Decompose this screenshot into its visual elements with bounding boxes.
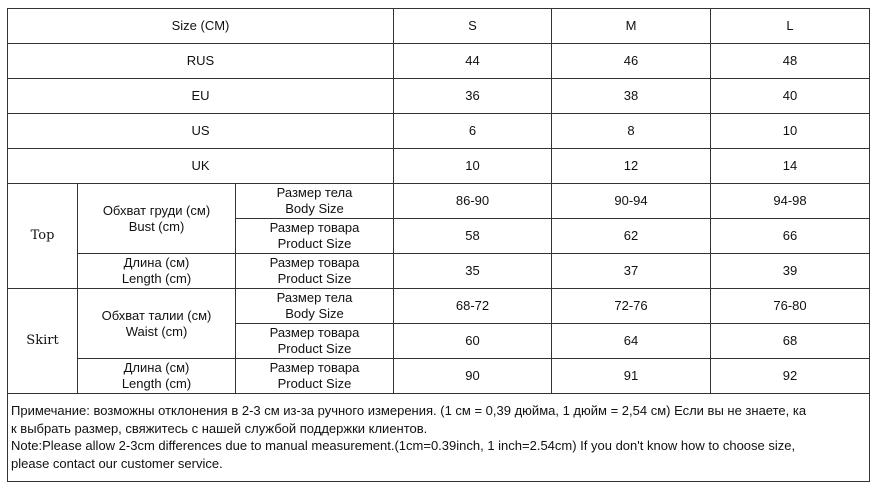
- skirt-length-l: 92: [711, 359, 870, 394]
- eu-row: [8, 79, 870, 114]
- size-chart: [7, 8, 870, 482]
- top-bust-body-s: 86-90: [394, 184, 552, 219]
- skirt-length-m: 91: [552, 359, 711, 394]
- eu-l: 40: [711, 79, 870, 114]
- skirt-length-product-label: [236, 359, 394, 394]
- skirt-waist-body-label: [236, 289, 394, 324]
- skirt-length-product-label-en: Product Size: [277, 376, 352, 391]
- size-header-label: Size (CM): [8, 9, 394, 44]
- top-bust-product-s: 58: [394, 219, 552, 254]
- size-table: [7, 8, 870, 482]
- top-length-s: 35: [394, 254, 552, 289]
- top-bust-body-label-ru: Размер тела: [276, 185, 353, 200]
- top-bust-product-m: 62: [552, 219, 711, 254]
- uk-row: [8, 149, 870, 184]
- us-m: 8: [552, 114, 711, 149]
- top-bust-label: [78, 184, 236, 254]
- top-bust-body-label: [236, 184, 394, 219]
- top-length-label-en: Length (cm): [121, 271, 192, 286]
- skirt-waist-label: [78, 289, 236, 359]
- top-bust-product-label: [236, 219, 394, 254]
- skirt-waist-product-l: 68: [711, 324, 870, 359]
- rus-s: 44: [394, 44, 552, 79]
- skirt-waist-product-m: 64: [552, 324, 711, 359]
- note-ru-line1: Примечание: возможны отклонения в 2-3 см из-за ручного измерения. (1 см = 0,39 дюйма, 1 дюйм = 2,54 см) Если вы не знаете, ка: [11, 403, 807, 418]
- skirt-length-label-ru: Длина (см): [123, 360, 190, 375]
- skirt-length-row: [8, 359, 870, 394]
- top-length-label-ru: Длина (см): [123, 255, 190, 270]
- rus-label: RUS: [8, 44, 394, 79]
- top-bust-product-l: 66: [711, 219, 870, 254]
- rus-row: [8, 44, 870, 79]
- us-l: 10: [711, 114, 870, 149]
- us-s: 6: [394, 114, 552, 149]
- top-bust-product-label-en: Product Size: [277, 236, 352, 251]
- skirt-waist-body-s: 68-72: [394, 289, 552, 324]
- size-l-header: L: [711, 9, 870, 44]
- uk-l: 14: [711, 149, 870, 184]
- skirt-length-s: 90: [394, 359, 552, 394]
- skirt-length-product-label-ru: Размер товара: [269, 360, 360, 375]
- skirt-waist-product-label-en: Product Size: [277, 341, 352, 356]
- skirt-waist-body-m: 72-76: [552, 289, 711, 324]
- top-bust-body-l: 94-98: [711, 184, 870, 219]
- top-bust-body-m: 90-94: [552, 184, 711, 219]
- top-bust-body-row: [8, 184, 870, 219]
- top-length-l: 39: [711, 254, 870, 289]
- eu-s: 36: [394, 79, 552, 114]
- note-en-line2: please contact our customer service.: [11, 455, 223, 471]
- top-length-row: [8, 254, 870, 289]
- top-section-label: Top: [8, 184, 78, 289]
- top-length-m: 37: [552, 254, 711, 289]
- us-row: [8, 114, 870, 149]
- skirt-section-label: Skirt: [8, 289, 78, 394]
- skirt-waist-body-label-ru: Размер тела: [276, 290, 353, 305]
- skirt-waist-body-label-en: Body Size: [285, 306, 344, 321]
- top-bust-label-en: Bust (cm): [128, 218, 185, 234]
- eu-label: EU: [8, 79, 394, 114]
- uk-label: UK: [8, 149, 394, 184]
- top-bust-body-label-en: Body Size: [285, 201, 344, 216]
- uk-s: 10: [394, 149, 552, 184]
- size-s-header: S: [394, 9, 552, 44]
- skirt-waist-body-row: [8, 289, 870, 324]
- skirt-waist-product-label: [236, 324, 394, 359]
- skirt-waist-label-ru: Обхват талии (см): [101, 307, 212, 323]
- note-row: [8, 394, 870, 482]
- skirt-waist-product-s: 60: [394, 324, 552, 359]
- top-length-product-label-ru: Размер товара: [269, 255, 360, 270]
- rus-l: 48: [711, 44, 870, 79]
- top-length-product-label-en: Product Size: [277, 271, 352, 286]
- top-length-product-label: [236, 254, 394, 289]
- header-row: [8, 9, 870, 44]
- measurement-note: [8, 394, 870, 482]
- eu-m: 38: [552, 79, 711, 114]
- top-bust-product-label-ru: Размер товара: [269, 220, 360, 235]
- uk-m: 12: [552, 149, 711, 184]
- skirt-waist-body-l: 76-80: [711, 289, 870, 324]
- skirt-length-label: [78, 359, 236, 394]
- note-ru-line2: к выбрать размер, свяжитесь с нашей службой поддержки клиентов.: [11, 420, 428, 436]
- skirt-length-label-en: Length (cm): [121, 376, 192, 391]
- note-en-line1: Note:Please allow 2-3cm differences due to manual measurement.(1cm=0.39inch, 1 inch=2.54cm) If you don't know how to choose size,: [11, 438, 796, 453]
- us-label: US: [8, 114, 394, 149]
- skirt-waist-product-label-ru: Размер товара: [269, 325, 360, 340]
- skirt-waist-label-en: Waist (cm): [125, 323, 188, 339]
- rus-m: 46: [552, 44, 711, 79]
- top-bust-label-ru: Обхват груди (см): [102, 202, 211, 218]
- top-length-label: [78, 254, 236, 289]
- size-m-header: M: [552, 9, 711, 44]
